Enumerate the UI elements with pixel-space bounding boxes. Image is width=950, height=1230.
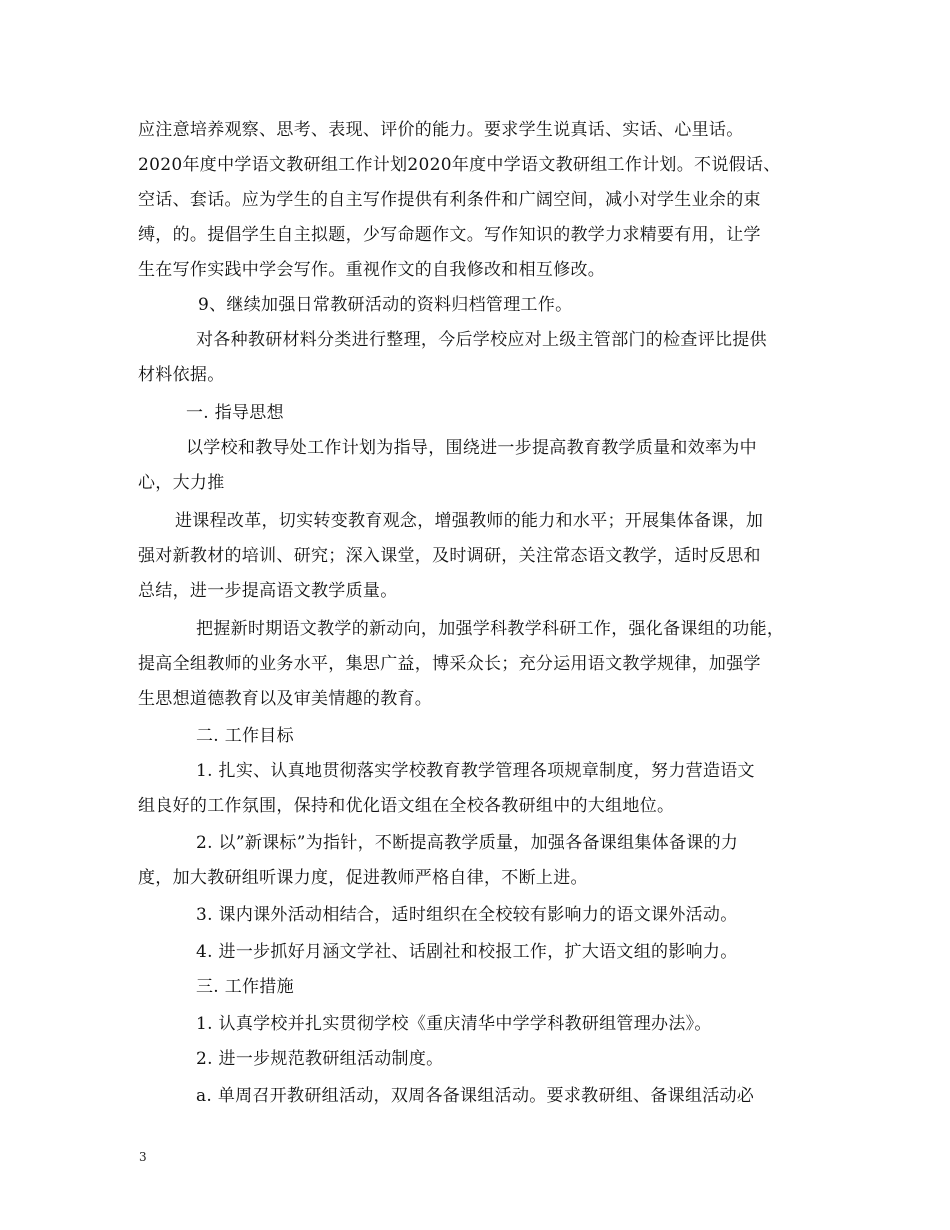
text-line: 空话、套话。应为学生的自主写作提供有利条件和广阔空间，减小对学生业余的束: [138, 190, 761, 210]
text-line: 以学校和教导处工作计划为指导，围绕进一步提高教育教学质量和效率为中: [186, 438, 757, 458]
text-line: 把握新时期语文教学的新动向，加强学科教学科研工作，强化备课组的功能，: [196, 619, 785, 639]
text-line: 度，加大教研组听课力度，促进教师严格自律，不断上进。: [138, 868, 588, 888]
text-line: 提高全组教师的业务水平，集思广益，博采众长；充分运用语文教学规律，加强学: [138, 654, 761, 674]
section-heading-work-measures: 三. 工作措施: [196, 977, 294, 997]
text-line: 3. 课内课外活动相结合，适时组织在全校较有影响力的语文课外活动。: [196, 905, 738, 925]
text-line: 总结，进一步提高语文教学质量。: [138, 581, 398, 601]
text-line: 4. 进一步抓好月涵文学社、话剧社和校报工作，扩大语文组的影响力。: [196, 942, 738, 962]
text-line: 对各种教研材料分类进行整理，今后学校应对上级主管部门的检查评比提供: [196, 330, 767, 350]
text-line: 进课程改革，切实转变教育观念，增强教师的能力和水平；开展集体备课，加: [175, 511, 764, 531]
text-line: 材料依据。: [138, 365, 225, 385]
text-line: 2. 进一步规范教研组活动制度。: [196, 1049, 444, 1069]
text-line: 生在写作实践中学会写作。重视作文的自我修改和相互修改。: [138, 260, 606, 280]
section-heading-guiding-thought: 一. 指导思想: [186, 403, 284, 423]
page-number: 3: [139, 1150, 147, 1164]
text-line: 组良好的工作氛围，保持和优化语文组在全校各教研组中的大组地位。: [138, 796, 675, 816]
text-line: 强对新教材的培训、研究；深入课堂，及时调研，关注常态语文教学，适时反思和: [138, 546, 761, 566]
text-line: 2. 以”新课标”为指针，不断提高教学质量，加强各备课组集体备课的力: [196, 833, 739, 853]
text-line: 2020年度中学语文教研组工作计划2020年度中学语文教研组工作计划。不说假话、: [138, 155, 781, 175]
text-line: 生思想道德教育以及审美情趣的教育。: [138, 689, 433, 709]
text-line: 9、继续加强日常教研活动的资料归档管理工作。: [198, 295, 573, 315]
text-line: 心，大力推: [138, 473, 225, 493]
text-line: 1. 认真学校并扎实贯彻学校《重庆清华中学学科教研组管理办法》。: [196, 1014, 712, 1034]
text-line: 应注意培养观察、思考、表现、评价的能力。要求学生说真话、实话、心里话。: [138, 120, 744, 140]
text-line: 1. 扎实、认真地贯彻落实学校教育教学管理各项规章制度，努力营造语文: [196, 761, 755, 781]
text-line: a. 单周召开教研组活动，双周各备课组活动。要求教研组、备课组活动必: [196, 1086, 755, 1106]
text-line: 缚，的。提倡学生自主拟题，少写命题作文。写作知识的教学力求精要有用，让学: [138, 225, 761, 245]
section-heading-work-goals: 二. 工作目标: [196, 726, 294, 746]
